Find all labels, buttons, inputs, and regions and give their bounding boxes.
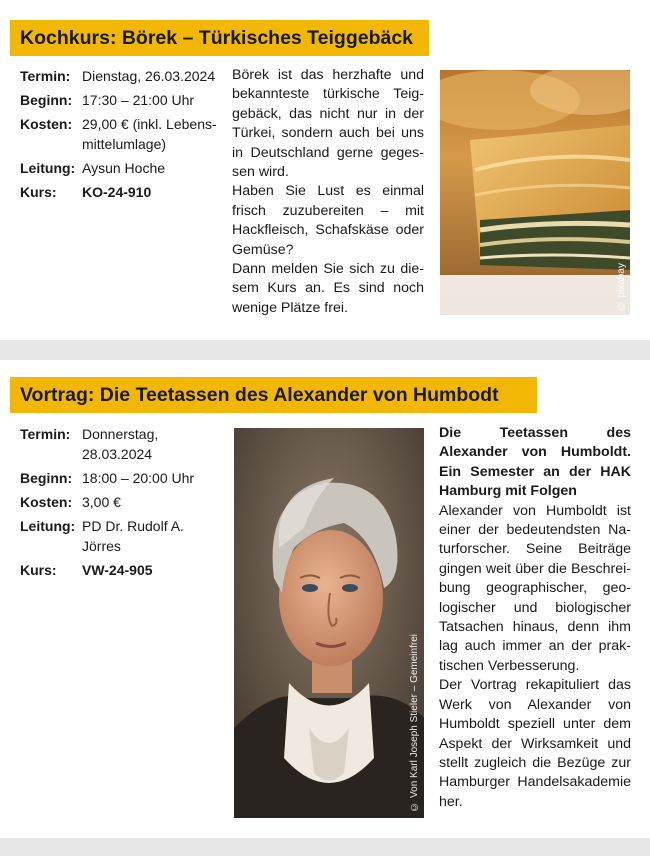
section-divider <box>0 838 650 856</box>
course-code: KO-24-910 <box>82 184 152 200</box>
info-label: Beginn: <box>20 92 73 108</box>
info-row-lead <box>20 516 210 556</box>
info-label: Kosten: <box>20 494 73 510</box>
course-description <box>232 66 424 318</box>
info-value: 18:00 – 20:00 Uhr <box>82 470 195 486</box>
image-credit: © Von Karl Joseph Stieler – Gemeinfrei <box>409 634 420 812</box>
image-credit: © pixabay <box>616 262 627 311</box>
info-value: Dienstag, 26.03.2024 <box>82 68 216 84</box>
info-row-course <box>20 560 210 580</box>
info-label: Termin: <box>20 426 71 442</box>
description-heading: Die Teetassen des Alexander von Humboldt. Ein Semester an der HAK Hamburg mit Folgen <box>439 425 631 500</box>
course-info <box>20 424 210 584</box>
info-row-date <box>20 66 220 86</box>
course-description <box>439 424 631 812</box>
course-section-lecture <box>0 360 650 838</box>
info-row-course <box>20 182 220 202</box>
description-paragraph: Börek ist das herzhafte und bekannteste türkische Teiggebäck, das nicht nur in der Türkei, sondern auch bei uns in Deutschland gerne gegessen wird. <box>232 67 424 181</box>
info-label: Kosten: <box>20 116 73 132</box>
borek-photo <box>440 70 630 315</box>
info-label: Leitung: <box>20 518 76 534</box>
info-row-date <box>20 424 210 464</box>
info-label: Kurs: <box>20 184 57 200</box>
description-paragraph: Dann melden Sie sich zu diesem Kurs an. Es sind noch wenige Plätze frei. <box>232 261 424 316</box>
course-code: VW-24-905 <box>82 562 153 578</box>
info-value: PD Dr. Rudolf A. Jörres <box>82 518 184 554</box>
info-value: 3,00 € <box>82 494 121 510</box>
description-paragraph: Haben Sie Lust es einmal frisch zuzubereiten – mit Hackfleisch, Schafskäse oder Gemüse? <box>232 183 424 258</box>
course-title: Vortrag: Die Teetassen des Alexander von Humbodt <box>10 377 537 413</box>
course-info <box>20 66 220 206</box>
info-row-cost <box>20 114 220 154</box>
section-divider <box>0 340 650 360</box>
info-row-cost <box>20 492 210 512</box>
description-paragraph: Alexander von Humboldt ist einer der bedeutendsten Naturforscher. Seine Beiträge gingen weit über die Beschreibung geographischer, geologischer und biologischer Tatsachen hinaus, denn ihm lag auch immer an der praktischen Verbesserung. <box>439 502 631 674</box>
info-value: 17:30 – 21:00 Uhr <box>82 92 195 108</box>
info-value: Donnerstag, 28.03.2024 <box>82 426 159 462</box>
info-row-start <box>20 90 220 110</box>
course-title: Kochkurs: Börek – Türkisches Teiggebäck <box>10 20 429 56</box>
course-section-cooking <box>0 0 650 340</box>
info-value: 29,00 € (inkl. Lebensmittelumlage) <box>82 116 217 152</box>
info-value: Aysun Hoche <box>82 160 166 176</box>
info-row-lead <box>20 158 220 178</box>
info-row-start <box>20 468 210 488</box>
info-label: Termin: <box>20 68 71 84</box>
description-paragraph: Der Vortrag rekapituliert das Werk von Alexander von Humboldt speziell unter dem Aspekt der Wirksamkeit und stellt zugleich die Bezüge zur Hamburger Handelsakademie her. <box>439 677 631 810</box>
info-label: Kurs: <box>20 562 57 578</box>
info-label: Leitung: <box>20 160 76 176</box>
info-label: Beginn: <box>20 470 73 486</box>
humboldt-portrait <box>234 428 424 818</box>
